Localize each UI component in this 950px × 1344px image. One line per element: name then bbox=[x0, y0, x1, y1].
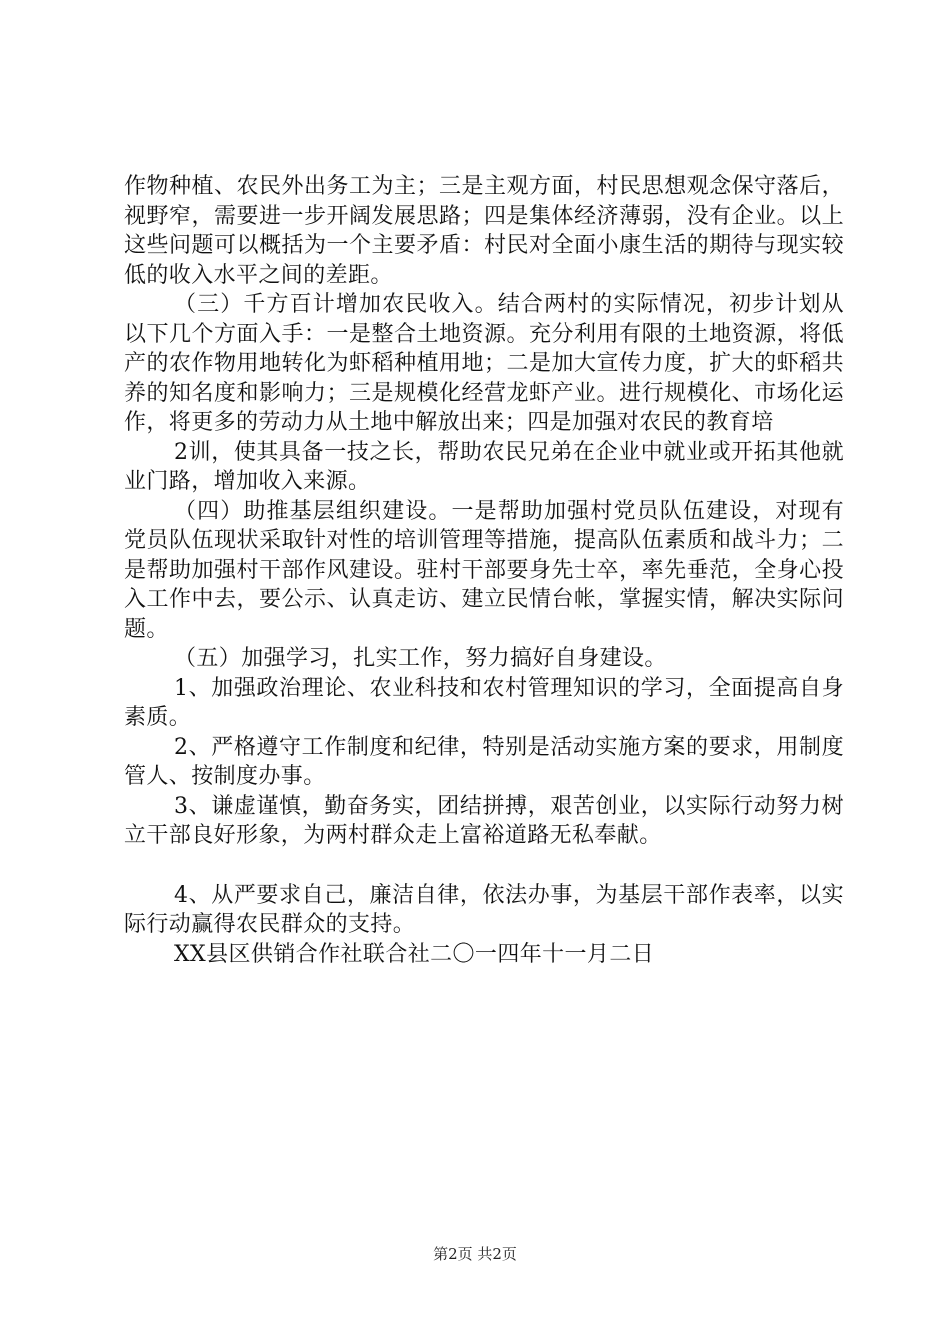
paragraph-section-5: （五）加强学习，扎实工作，努力搞好自身建设。 bbox=[174, 646, 667, 671]
paragraph-section-3-continued: 2训，使其具备一技之长，帮助农民兄弟在企业中就业或开拓其他就业门路，增加收入来源。 bbox=[124, 439, 844, 494]
document-body bbox=[124, 172, 844, 969]
list-item-3: 3、谦虚谨慎，勤奋务实，团结拼搏，艰苦创业，以实际行动努力树立干部良好形象，为两村群众走上富裕道路无私奉献。 bbox=[124, 793, 844, 848]
paragraph-continuation: 作物种植、农民外出务工为主；三是主观方面，村民思想观念保守落后，视野窄，需要进一步开阔发展思路；四是集体经济薄弱，没有企业。以上这些问题可以概括为一个主要矛盾：村民对全面小康生活的期待与现实较低的收入水平之间的差距。 bbox=[124, 174, 844, 288]
page-number-footer: 第2页 共2页 bbox=[433, 1245, 517, 1263]
list-item-4: 4、从严要求自己，廉洁自律，依法办事，为基层干部作表率，以实际行动赢得农民群众的支持。 bbox=[124, 882, 844, 937]
list-item-1: 1、加强政治理论、农业科技和农村管理知识的学习，全面提高自身素质。 bbox=[124, 675, 844, 730]
signature-line: XX县区供销合作社联合社二〇一四年十一月二日 bbox=[174, 941, 655, 967]
list-item-2: 2、严格遵守工作制度和纪律，特别是活动实施方案的要求，用制度管人、按制度办事。 bbox=[124, 734, 844, 789]
paragraph-section-4: （四）助推基层组织建设。一是帮助加强村党员队伍建设，对现有党员队伍现状采取针对性的培训管理等措施，提高队伍素质和战斗力；二是帮助加强村干部作风建设。驻村干部要身先士卒，率先垂范，全身心投入工作中去，要公示、认真走访、建立民情台帐，掌握实情，解决实际问题。 bbox=[124, 498, 844, 642]
paragraph-section-3: （三）千方百计增加农民收入。结合两村的实际情况，初步计划从以下几个方面入手：一是整合土地资源。充分利用有限的土地资源，将低产的农作物用地转化为虾稻种植用地；二是加大宣传力度，扩大的虾稻共养的知名度和影响力；三是规模化经营龙虾产业。进行规模化、市场化运作，将更多的劳动力从土地中解放出来；四是加强对农民的教育培 bbox=[124, 292, 844, 435]
